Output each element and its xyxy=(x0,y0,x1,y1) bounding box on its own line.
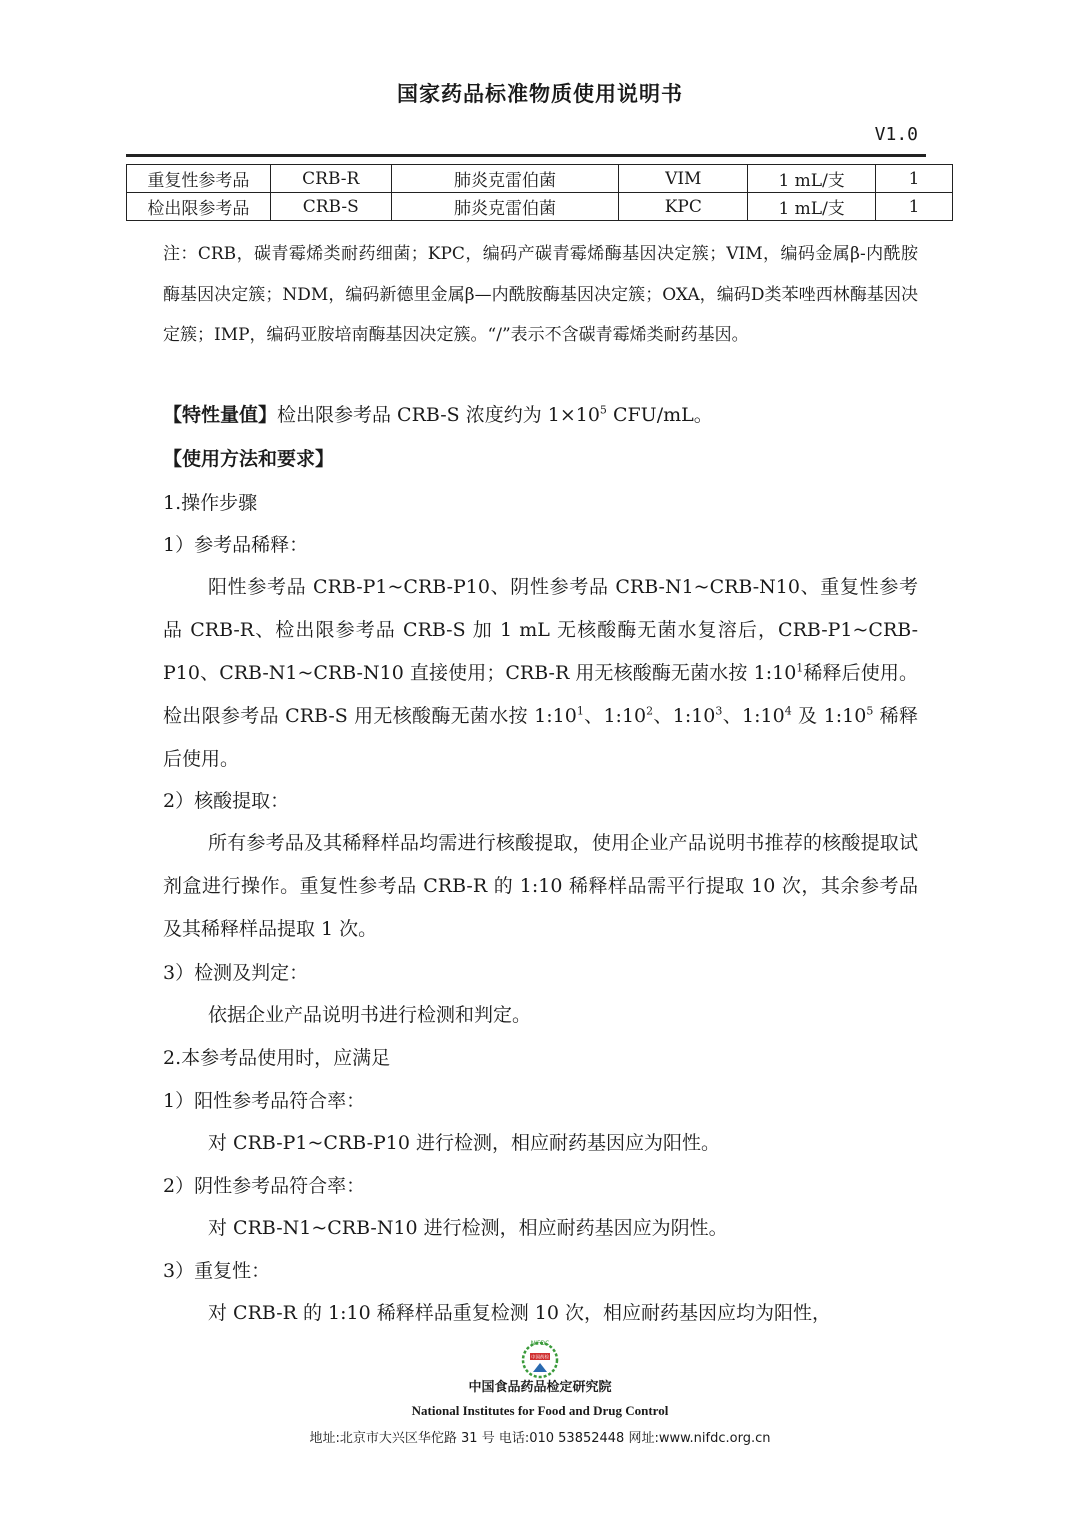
step2-text: 所有参考品及其稀释样品均需进行核酸提取，使用企业产品说明书推荐的核酸提取试剂盒进行操作。重复性参考品 CRB-R 的 1:10 稀释样品需平行提取 10 次，其余参考品及其稀释样品提取 1 次。 xyxy=(163,832,918,940)
table-cell: CRB-S xyxy=(270,193,391,221)
item3-title: 3）重复性： xyxy=(163,1260,271,1282)
exponent: 5 xyxy=(866,704,874,718)
step1-text-e: 、1:10 xyxy=(722,705,785,727)
step3-title: 3）检测及判定： xyxy=(163,962,309,984)
table-cell: 1 mL/支 xyxy=(748,165,876,193)
table-row xyxy=(127,165,953,193)
step1-title: 1）参考品稀释： xyxy=(163,534,309,556)
usage-heading: 【使用方法和要求】 xyxy=(163,448,335,470)
step1-text-d: 、1:10 xyxy=(653,705,716,727)
step1-text-b: 稀释后使用。检出限参考品 CRB-S 用无核酸酶无菌水按 1:10 xyxy=(163,662,918,727)
exponent: 4 xyxy=(784,704,792,718)
table-cell: CRB-R xyxy=(270,165,391,193)
exponent: 3 xyxy=(715,704,723,718)
characteristic-heading: 【特性量值】 xyxy=(163,404,278,426)
institute-name-en: National Institutes for Food and Drug Control xyxy=(411,1403,669,1418)
logo-cn-text: 中国药检 xyxy=(531,1355,549,1361)
item2-text: 对 CRB-N1~CRB-N10 进行检测，相应耐药基因应为阴性。 xyxy=(208,1217,728,1239)
nifdc-logo-icon xyxy=(518,1336,562,1380)
step1-text-g: 稀释后使用。 xyxy=(163,705,918,770)
table-cell: 检出限参考品 xyxy=(127,193,271,221)
section2-title: 2.本参考品使用时，应满足 xyxy=(163,1047,391,1069)
table-note: 注：CRB，碳青霉烯类耐药细菌；KPC，编码产碳青霉烯酶基因决定簇；VIM，编码金属β-内酰胺酶基因决定簇；NDM，编码新德里金属β—内酰胺酶基因决定簇；OXA，编码D类苯唑西林酶基因决定簇；IMP，编码亚胺培南酶基因决定簇。“/”表示不含碳青霉烯类耐药基因。 xyxy=(163,244,918,345)
item3-text: 对 CRB-R 的 1:10 稀释样品重复检测 10 次，相应耐药基因应均为阳性， xyxy=(208,1302,831,1324)
item1-text: 对 CRB-P1~CRB-P10 进行检测，相应耐药基因应为阳性。 xyxy=(208,1132,720,1154)
exponent: 2 xyxy=(646,704,654,718)
step3-text: 依据企业产品说明书进行检测和判定。 xyxy=(208,1004,532,1026)
table-cell: 肺炎克雷伯菌 xyxy=(391,193,619,221)
table-cell: 重复性参考品 xyxy=(127,165,271,193)
table-cell: KPC xyxy=(619,193,748,221)
step1-text-f: 及 1:10 xyxy=(791,705,867,727)
step1-text-c: 、1:10 xyxy=(583,705,647,727)
section1-title: 1.操作步骤 xyxy=(163,492,258,514)
institute-name-cn: 中国食品药品检定研究院 xyxy=(468,1380,612,1395)
table-cell: 1 xyxy=(876,165,953,193)
characteristic-paragraph xyxy=(163,400,918,427)
exponent: 1 xyxy=(576,704,584,718)
table-cell: 肺炎克雷伯菌 xyxy=(391,165,619,193)
item2-title: 2）阴性参考品符合率： xyxy=(163,1175,366,1197)
logo-text: NIFDC xyxy=(530,1340,550,1347)
characteristic-text: 检出限参考品 CRB-S 浓度约为 1×10 xyxy=(277,404,600,426)
document-title: 国家药品标准物质使用说明书 xyxy=(397,81,683,106)
exponent: 1 xyxy=(796,661,804,675)
step2-title: 2）核酸提取： xyxy=(163,790,290,812)
table-cell: 1 xyxy=(876,193,953,221)
header-rule xyxy=(126,154,926,157)
table-cell: VIM xyxy=(619,165,748,193)
characteristic-exponent: 5 xyxy=(599,403,607,417)
version-label: V1.0 xyxy=(874,124,918,145)
step1-text xyxy=(163,566,918,781)
step1-text-a: 阳性参考品 CRB-P1~CRB-P10、阴性参考品 CRB-N1~CRB-N10、重复性参考品 CRB-R、检出限参考品 CRB-S 加 1 mL 无核酸酶无菌水复溶后，CRB-P1~CRB-P10、CRB-N1~CRB-N10 直接使用；CRB-R 用无核酸酶无菌水按 1:10 xyxy=(163,576,918,684)
reference-table xyxy=(126,164,953,221)
table-row xyxy=(127,193,953,221)
characteristic-unit: CFU/mL。 xyxy=(606,404,713,426)
institute-address: 地址:北京市大兴区华佗路 31 号 电话:010 53852448 网址:www.nifdc.org.cn xyxy=(309,1431,771,1446)
table-cell: 1 mL/支 xyxy=(748,193,876,221)
item1-title: 1）阳性参考品符合率： xyxy=(163,1090,366,1112)
